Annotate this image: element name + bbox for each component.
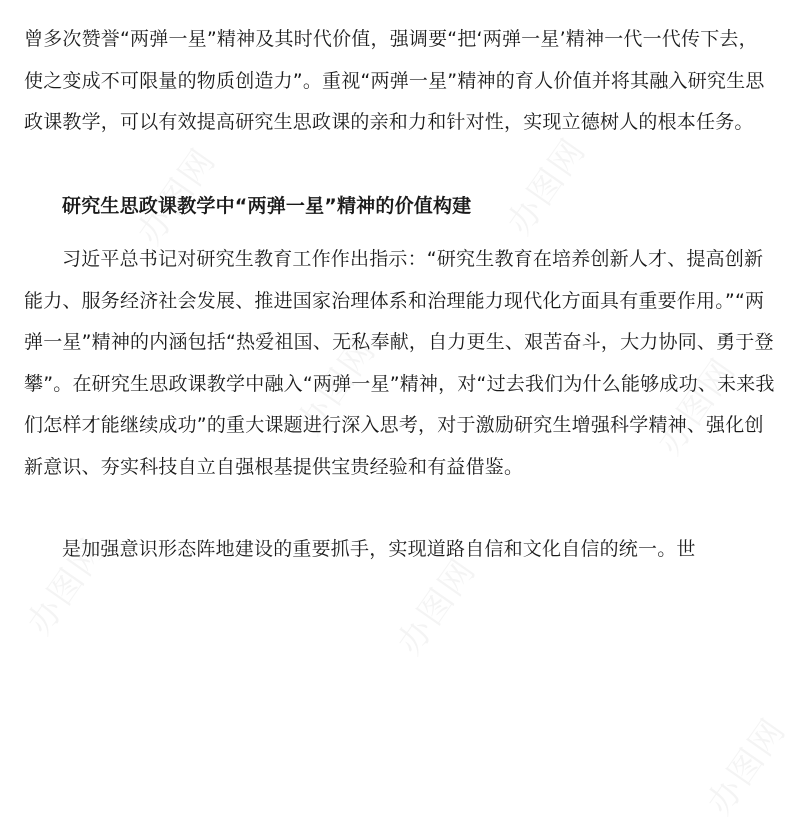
body-paragraph-3: 是加强意识形态阵地建设的重要抓手，实现道路自信和文化自信的统一。世 [62, 538, 696, 560]
body-paragraph-1: 曾多次赞誉“两弹一星”精神及其时代价值，强调要“把‘两弹一星’精神一代一代传下去，使之变成不可限量的物质创造力”。重视“两弹一星”精神的育人价值并将其融入研究生思政课教学，可以有效提高研究生思政课的亲和力和针对性，实现立德树人的根本任务。 [24, 28, 765, 133]
watermark: 办图网 [389, 550, 485, 663]
watermark: 办图网 [499, 130, 595, 243]
watermark: 办图网 [19, 530, 115, 643]
section-heading: 研究生思政课教学中“两弹一星”精神的价值构建 [62, 194, 472, 217]
watermark: 办图网 [289, 330, 385, 443]
watermark: 办图网 [649, 350, 745, 463]
watermark: 办图网 [699, 710, 795, 823]
watermark: 办图网 [129, 140, 225, 253]
body-paragraph-2: 习近平总书记对研究生教育工作作出指示：“研究生教育在培养创新人才、提高创新能力、服务经济社会发展、推进国家治理体系和治理能力现代化方面具有重要作用。”“两弹一星”精神的内涵包括“热爱祖国、无私奉献，自力更生、艰苦奋斗，大力协同、勇于登攀”。在研究生思政课教学中融入“两弹一星”精神，对“过去我们为什么能够成功、未来我们怎样才能继续成功”的重大课题进行深入思考，对于激励研究生增强科学精神、强化创新意识、夯实科技自立自强根基提供宝贵经验和有益借鉴。 [24, 248, 775, 478]
